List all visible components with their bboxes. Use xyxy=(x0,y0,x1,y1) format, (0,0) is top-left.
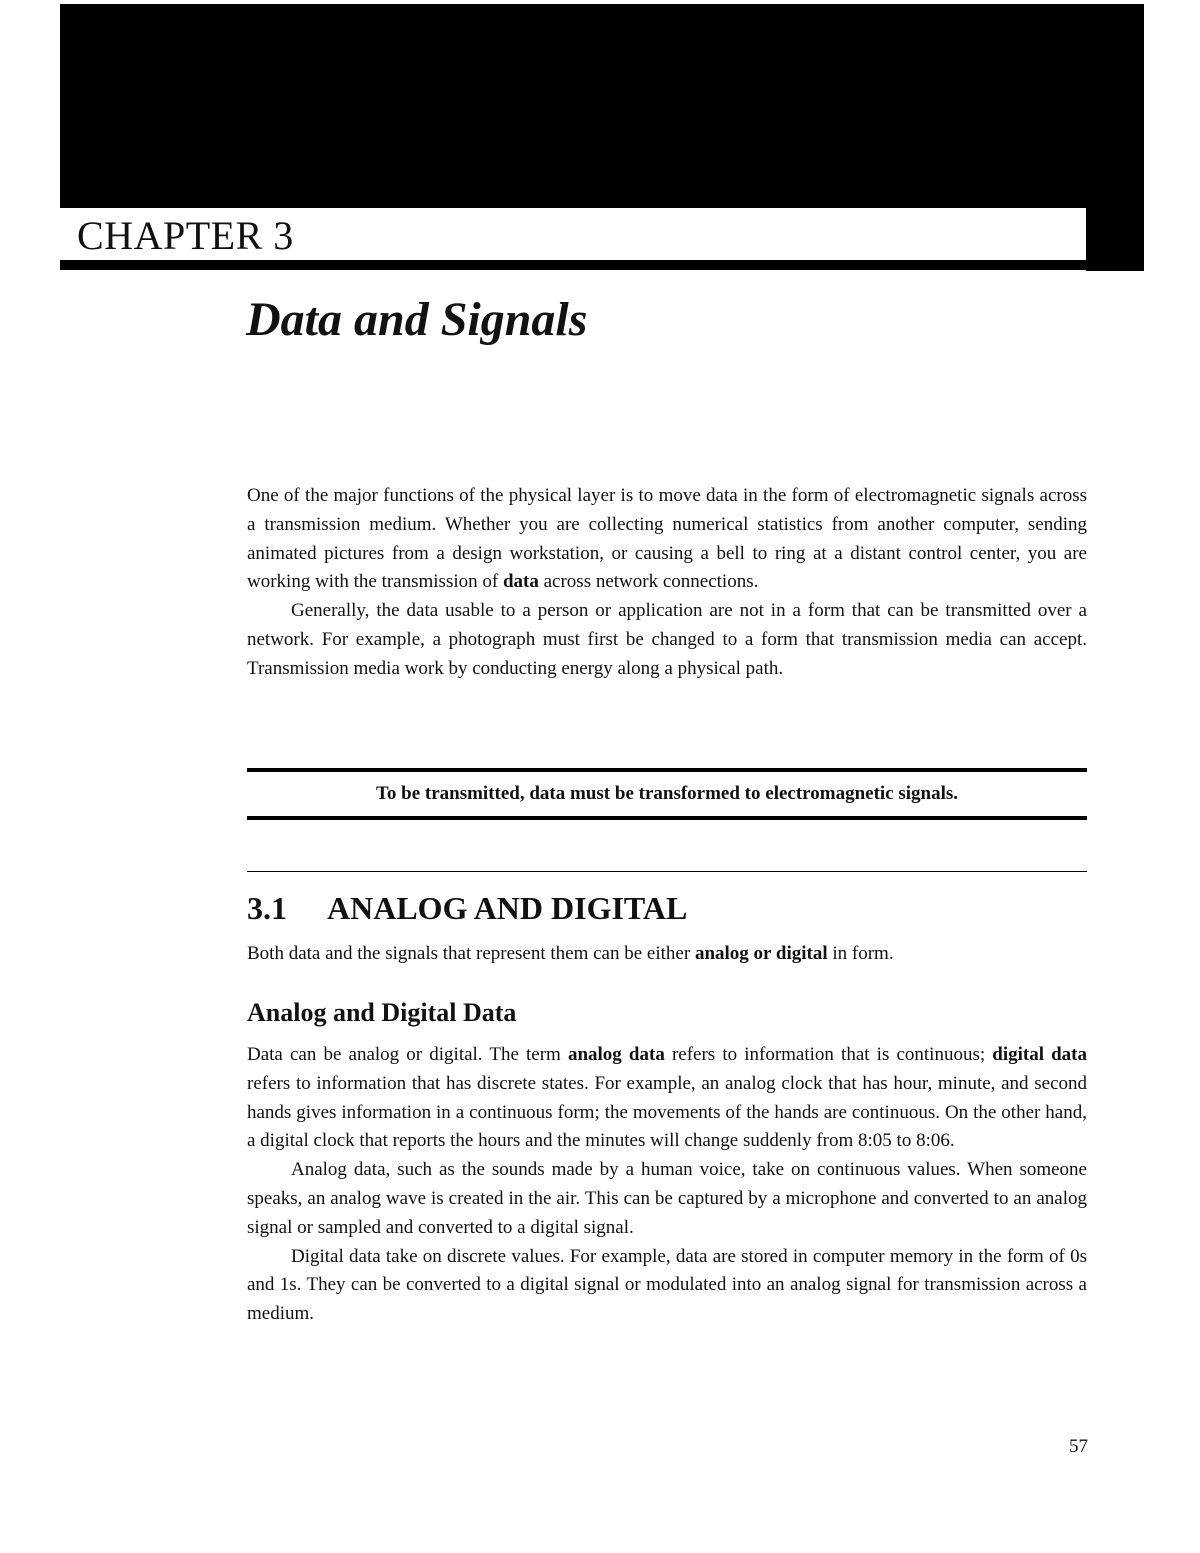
intro-paragraph-1: One of the major functions of the physical layer is to move data in the form of electromagnetic signals across a transmission medium. Whether you are collecting numerical statistics from another computer, sending animated pictures from a design workstation, or causing a bell to ring at a distant control center, you are working with the transmission of data across network connections. xyxy=(247,485,1087,593)
section-rule xyxy=(247,871,1087,872)
section-intro-text xyxy=(247,940,1087,969)
subsection-body-text xyxy=(247,1041,1087,1329)
intro-paragraph-2: Generally, the data usable to a person or application are not in a form that can be transmitted over a network. For example, a photograph must first be changed to a form that transmission media can accept. Transmission media work by conducting energy along a physical path. xyxy=(247,600,1087,679)
subsection-paragraph-1: Data can be analog or digital. The term analog data refers to information that is continuous; digital data refers to information that has discrete states. For example, an analog clock that has hour, minute, and second hands gives information in a continuous form; the movements of the hands are continuous. On the other hand, a digital clock that reports the hours and the minutes will change suddenly from 8:05 to 8:06. xyxy=(247,1044,1087,1152)
section-title: ANALOG AND DIGITAL xyxy=(327,890,688,926)
key-point-text: To be transmitted, data must be transformed to electromagnetic signals. xyxy=(375,783,959,804)
section-intro-paragraph: Both data and the signals that represent them can be either analog or digital in form. xyxy=(247,943,894,964)
subsection-paragraph-2: Analog data, such as the sounds made by a human voice, take on continuous values. When someone speaks, an analog wave is created in the air. This can be captured by a microphone and converted to an analog signal or sampled and converted to a digital signal. xyxy=(247,1159,1087,1238)
chapter-label: CHAPTER 3 xyxy=(77,213,294,258)
intro-text xyxy=(247,482,1087,684)
section-number: 3.1 xyxy=(247,890,287,926)
chapter-rule xyxy=(60,260,1144,270)
chapter-banner xyxy=(60,4,1144,208)
subsection-paragraph-3: Digital data take on discrete values. For example, data are stored in computer memory in the form of 0s and 1s. They can be converted to a digital signal or modulated into an analog signal for transmission across a medium. xyxy=(247,1245,1087,1325)
subsection-heading: Analog and Digital Data xyxy=(247,998,517,1027)
page-number: 57 xyxy=(1069,1436,1088,1457)
chapter-title: Data and Signals xyxy=(246,293,588,346)
section-heading xyxy=(247,888,687,928)
key-point-box xyxy=(247,768,1087,820)
